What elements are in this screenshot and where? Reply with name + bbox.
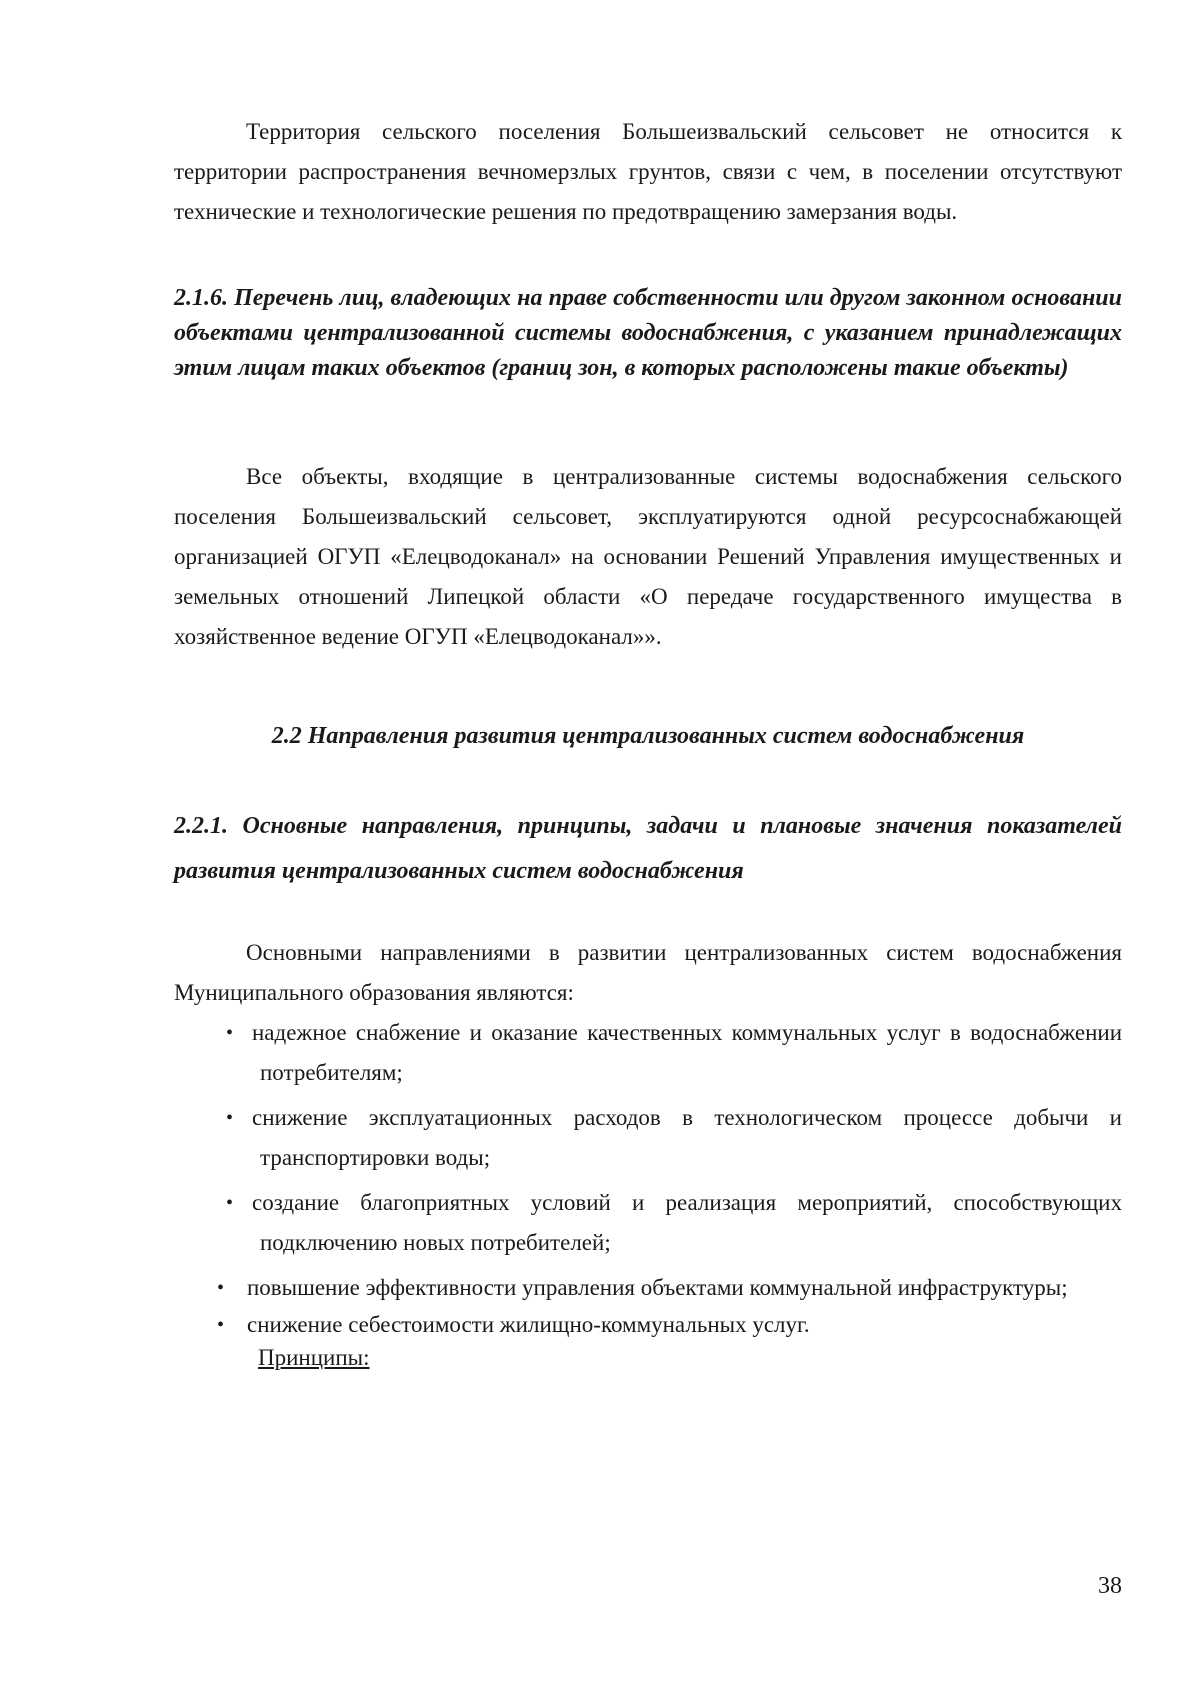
- section-2-1-6-block: [174, 281, 1122, 386]
- bullet-icon: •: [226, 1192, 234, 1214]
- paragraph-owners: Все объекты, входящие в централизованные системы водоснабжения сельского поселения Большеизвальский сельсовет, эксплуатируются одной ресурсоснабжающей организацией ОГУП «Елецводоканал» на основании Решений Управления имущественных и земельных отношений Липецкой области «О передаче государственного имущества в хозяйственное ведение ОГУП «Елецводоканал»».: [174, 464, 1122, 649]
- list-item: [174, 1098, 1122, 1178]
- list-item-text: повышение эффективности управления объектами коммунальной инфраструктуры;: [247, 1275, 1068, 1300]
- list-item: [174, 1013, 1122, 1093]
- heading-2-2-1: 2.2.1. Основные направления, принципы, задачи и плановые значения показателей развития централизованных систем водоснабжения: [174, 813, 1122, 884]
- list-item: [174, 1183, 1122, 1263]
- heading-2-2: 2.2 Направления развития централизованных систем водоснабжения: [271, 723, 1025, 749]
- owners-paragraph-block: [174, 457, 1122, 657]
- list-item: [174, 1268, 1122, 1308]
- directions-list-secondary: [174, 1268, 1122, 1342]
- list-item: [174, 1308, 1122, 1342]
- bullet-icon: •: [217, 1277, 225, 1299]
- section-2-2-block: [174, 719, 1122, 754]
- paragraph-permafrost: Территория сельского поселения Большеизвальский сельсовет не относится к территории распространения вечномерзлых грунтов, связи с чем, в поселении отсутствуют технические и технологические решения по предотвращению замерзания воды.: [174, 119, 1122, 224]
- directions-block: [174, 933, 1122, 1374]
- paragraph-directions-intro: Основными направлениями в развитии централизованных систем водоснабжения Муниципального образования являются:: [174, 940, 1122, 1005]
- bullet-icon: •: [226, 1022, 234, 1044]
- principles-label: Принципы:: [258, 1345, 370, 1370]
- directions-list-primary: [174, 1013, 1122, 1263]
- intro-paragraph-block: [174, 112, 1122, 232]
- list-item-text: снижение эксплуатационных расходов в технологическом процессе добычи и транспортировки воды;: [252, 1105, 1122, 1170]
- bullet-icon: •: [226, 1107, 234, 1129]
- section-2-2-1-block: [174, 804, 1122, 894]
- bullet-icon: •: [217, 1314, 225, 1336]
- heading-2-1-6: 2.1.6. Перечень лиц, владеющих на праве собственности или другом законном основании объектами централизованной системы водоснабжения, с указанием принадлежащих этим лицам таких объектов (границ зон, в которых расположены такие объекты): [174, 285, 1122, 381]
- page-number: 38: [1098, 1573, 1122, 1599]
- list-item-text: надежное снабжение и оказание качественных коммунальных услуг в водоснабжении потребителям;: [252, 1020, 1122, 1085]
- list-item-text: создание благоприятных условий и реализация мероприятий, способствующих подключению новых потребителей;: [252, 1190, 1122, 1255]
- list-item-text: снижение себестоимости жилищно-коммунальных услуг.: [247, 1312, 810, 1337]
